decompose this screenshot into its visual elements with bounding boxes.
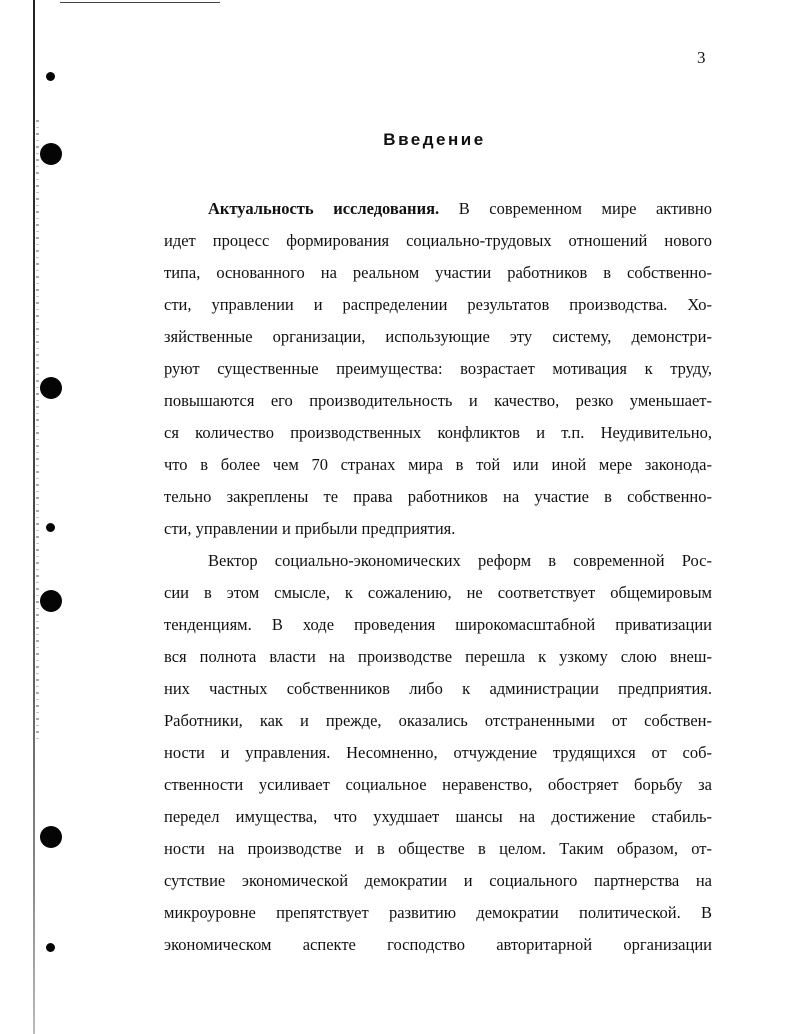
paragraph-1-line: сти, управлении и прибыли предприятия. <box>164 519 456 538</box>
page-title: Введение <box>383 130 486 149</box>
page-number: 3 <box>697 48 706 67</box>
paragraph-text: В современном мире активно <box>439 199 712 218</box>
paragraph-1-line: что в более чем 70 странах мира в той или иной мере законода- <box>164 455 712 474</box>
paragraph-2-line: Работники, как и прежде, оказались отстраненными от собствен- <box>164 711 712 730</box>
scan-binding-line <box>33 0 35 1034</box>
paragraph-2-line: ственности усиливает социальное неравенство, обостряет борьбу за <box>164 775 712 794</box>
paragraph-1-line: повышаются его производительность и качество, резко уменьшает- <box>164 391 712 410</box>
paragraph-1-line: ся количество производственных конфликтов и т.п. Неудивительно, <box>164 423 712 442</box>
paragraph-1-line: тельно закреплены те права работников на участие в собственно- <box>164 487 712 506</box>
paragraph-2-line: экономическом аспекте господство авторитарной организации <box>164 935 712 954</box>
paragraph-2-line: тенденциям. В ходе проведения широкомасштабной приватизации <box>164 615 712 634</box>
scan-top-rule <box>60 2 220 3</box>
paragraph-1-line: руют существенные преимущества: возрастает мотивация к труду, <box>164 359 712 378</box>
punch-hole <box>40 826 62 848</box>
paragraph-2-line: вся полнота власти на производстве перешла к узкому слою внеш- <box>164 647 712 666</box>
paragraph-2-line: ности на производстве и в обществе в целом. Таким образом, от- <box>164 839 712 858</box>
punch-hole <box>40 377 62 399</box>
scan-binding-noise <box>36 120 39 740</box>
paragraph-2-line: Вектор социально-экономических реформ в современной Рос- <box>208 551 712 570</box>
punch-hole <box>46 72 55 81</box>
paragraph-1-line: типа, основанного на реальном участии работников в собственно- <box>164 263 712 282</box>
paragraph-1-line <box>164 196 712 228</box>
document-body <box>164 196 712 964</box>
punch-hole <box>46 523 55 532</box>
paragraph-1-line: сти, управлении и распределении результатов производства. Хо- <box>164 295 712 314</box>
paragraph-2-line: сии в этом смысле, к сожалению, не соответствует общемировым <box>164 583 712 602</box>
paragraph-2-line: сутствие экономической демократии и социального партнерства на <box>164 871 712 890</box>
paragraph-1-line: зяйственные организации, использующие эту систему, демонстри- <box>164 327 712 346</box>
paragraph-1-line: идет процесс формирования социально-трудовых отношений нового <box>164 231 712 250</box>
paragraph-2-line: передел имущества, что ухудшает шансы на достижение стабиль- <box>164 807 712 826</box>
paragraph-2-line: них частных собственников либо к администрации предприятия. <box>164 679 712 698</box>
paragraph-lead: Актуальность исследования. <box>208 199 440 218</box>
paragraph-2-line: микроуровне препятствует развитию демократии политической. В <box>164 903 712 922</box>
punch-hole <box>40 590 62 612</box>
paragraph-2-line: ности и управления. Несомненно, отчуждение трудящихся от соб- <box>164 743 712 762</box>
punch-hole <box>46 943 55 952</box>
